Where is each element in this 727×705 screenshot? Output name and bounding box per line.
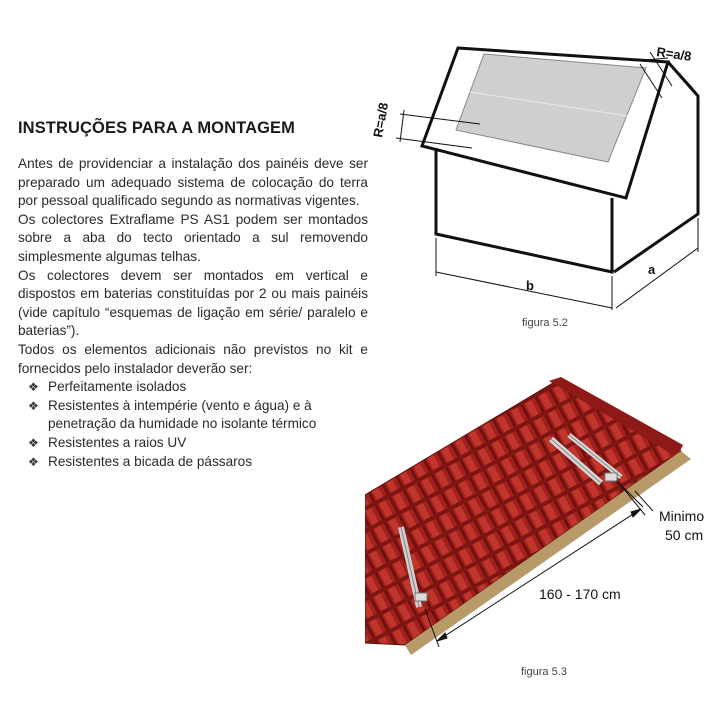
label-a: a: [648, 262, 656, 277]
list-item-text: Resistentes a raios UV: [48, 434, 187, 450]
list-item: [28, 397, 368, 434]
roof-rails-illustration: [365, 375, 727, 675]
paragraph-grounding: Antes de providenciar a instalação dos painéis deve ser preparado um adequado sistema de colocação do terra por pessoal qualificado segundo as normativas vigentes.: [18, 156, 368, 209]
paragraph-additional-elements: Todos os elementos adicionais não previstos no kit e fornecidos pelo instalador deverão ser:: [18, 341, 368, 376]
instructions-text: [18, 155, 368, 471]
house-diagram: [360, 38, 720, 318]
label-50cm: 50 cm: [665, 527, 704, 543]
paragraph-vertical-batteries: Os colectores devem ser montados em vertical e dispostos em baterias constituídas por 2 ou mais painéis (vide capítulo “esquemas de ligação em série/ paralelo e baterias”).: [18, 267, 368, 339]
paragraph-roof-mounting: Os colectores Extraflame PS AS1 podem ser montados sobre a aba do tecto orientado a sul removendo simplesmente algumas telhas.: [18, 211, 368, 264]
requirements-list: [18, 378, 368, 471]
figure-caption: figura 5.2: [522, 317, 568, 329]
diamond-bullet-icon: ❖: [28, 380, 39, 395]
figure-caption: figura 5.3: [521, 666, 567, 678]
label-r-top: R=a/8: [655, 44, 693, 64]
list-item-text: Perfeitamente isolados: [48, 379, 187, 395]
label-minimo: Minimo: [659, 508, 705, 524]
list-item-text: Resistentes a bicada de pássaros: [48, 453, 253, 469]
list-item-text: Resistentes à intempérie (vento e água) e à penetração da humidade no isolante térmico: [48, 397, 317, 432]
label-length: 160 - 170 cm: [539, 586, 621, 602]
diamond-bullet-icon: ❖: [28, 398, 39, 413]
label-b: b: [526, 278, 534, 293]
diamond-bullet-icon: ❖: [28, 454, 39, 469]
diamond-bullet-icon: ❖: [28, 435, 39, 450]
section-heading: INSTRUÇÕES PARA A MONTAGEM: [18, 119, 295, 137]
list-item: [28, 378, 368, 397]
label-r-left: R=a/8: [370, 101, 392, 139]
list-item: [28, 434, 368, 453]
list-item: [28, 453, 368, 472]
